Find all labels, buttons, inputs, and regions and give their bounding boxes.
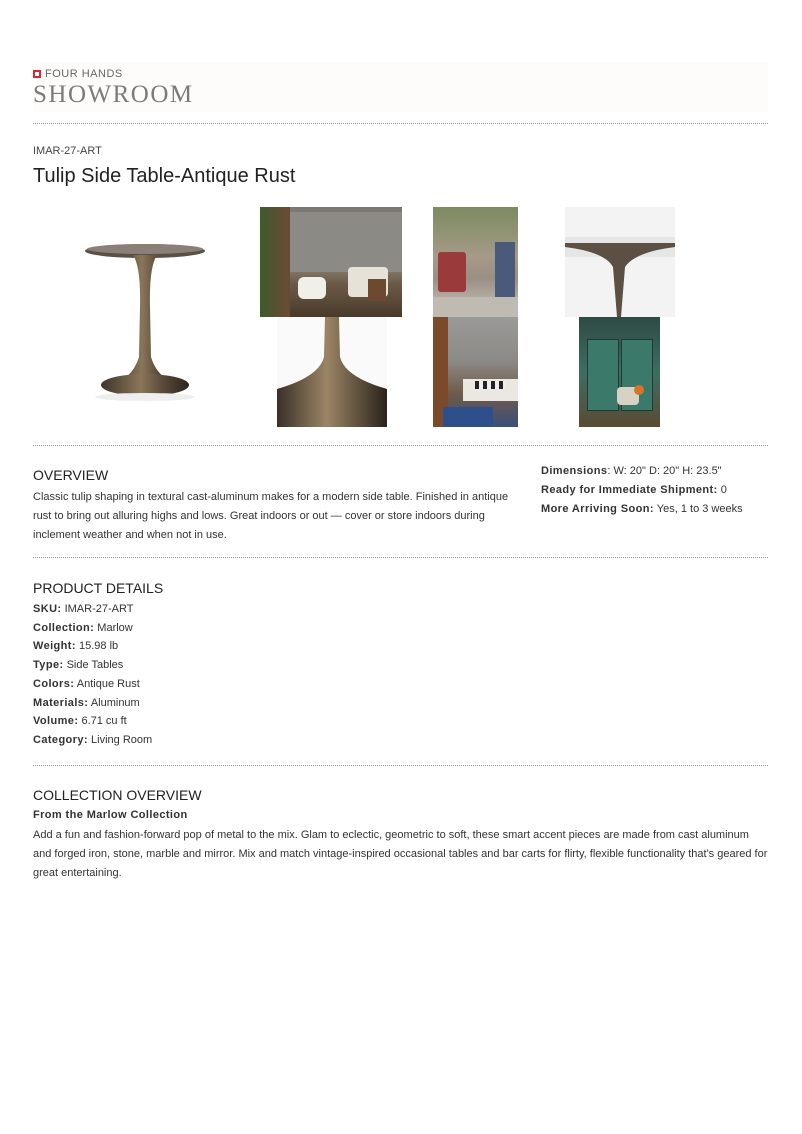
lifestyle-lounge-photo[interactable] [433,317,518,427]
brand-name: FOUR HANDS [45,68,123,80]
dimensions-value: : W: 20" D: 20" H: 23.5" [607,465,722,477]
detail-row-category: Category: Living Room [33,733,153,746]
brand-logo[interactable] [33,68,194,109]
divider [33,765,768,766]
tabletop-closeup-photo[interactable] [565,207,675,317]
lifestyle-garden-photo[interactable] [433,207,518,317]
product-title: Tulip Side Table-Antique Rust [33,165,296,187]
detail-row-materials: Materials: Aluminum [33,696,140,709]
detail-row-type: Type: Side Tables [33,659,124,672]
detail-row-weight: Weight: 15.98 lb [33,640,119,653]
collection-overview-heading: COLLECTION OVERVIEW [33,787,202,803]
ready-value: 0 [720,484,727,496]
divider [33,445,768,446]
product-details-heading: PRODUCT DETAILS [33,580,164,596]
dimensions-label: Dimensions [541,465,608,477]
detail-row-collection: Collection: Marlow [33,621,133,634]
divider [33,557,768,558]
product-details-list [33,600,152,750]
lifestyle-greenhouse-photo[interactable] [579,317,660,427]
detail-row-sku: SKU: IMAR-27-ART [33,603,134,615]
brand-square-icon [33,70,41,78]
arriving-value: Yes, 1 to 3 weeks [656,503,743,515]
collection-subheading: From the Marlow Collection [33,809,188,821]
divider [33,123,768,124]
detail-row-volume: Volume: 6.71 cu ft [33,715,127,728]
pedestal-base-closeup-photo[interactable] [277,317,387,427]
showroom-wordmark: SHOWROOM [33,81,194,108]
availability-specs [541,462,743,519]
ready-label: Ready for Immediate Shipment: [541,484,718,496]
overview-body: Classic tulip shaping in textural cast-aluminum makes for a modern side table. Finished in antique rust to bring out alluring highs and lows. Great indoors or out — cover or store indoors during inclement weather and when not in use. [33,491,509,541]
tulip-table-main-photo[interactable] [33,207,253,427]
arriving-row [541,500,743,519]
dimensions-row [541,462,743,481]
arriving-label: More Arriving Soon: [541,503,654,515]
collection-body: Add a fun and fashion-forward pop of metal to the mix. Glam to eclectic, geometric to soft, these smart accent pieces are made from cast aluminum and forged iron, stone, marble and mirror. Mix and match vintage-inspired occasional tables and bar carts for flirty, flexible functionality that's geared for great entertaining. [33,829,768,879]
detail-row-colors: Colors: Antique Rust [33,677,140,690]
overview-heading: OVERVIEW [33,467,109,483]
lifestyle-patio-photo[interactable] [260,207,402,317]
product-sku: IMAR-27-ART [33,145,102,157]
ready-row [541,481,743,500]
